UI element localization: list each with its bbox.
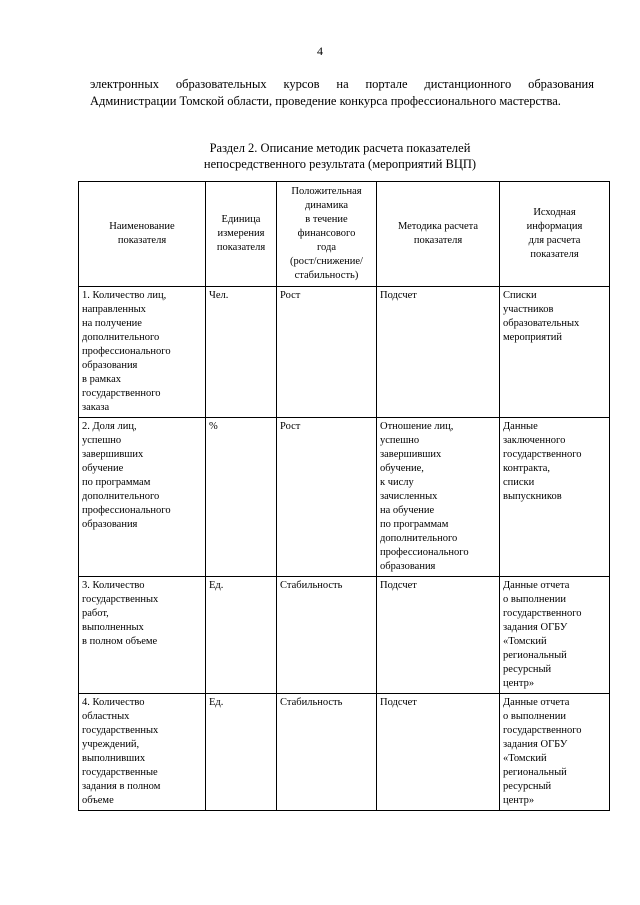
- header-source: Исходная информация для расчета показателя: [500, 182, 610, 287]
- cell-method: Подсчет: [377, 694, 500, 811]
- indicators-table: [78, 181, 610, 811]
- cell-name: 4. Количество областных государственных учреждений, выполнивших государственные задания в полном объеме: [79, 694, 206, 811]
- page-number: 4: [317, 44, 323, 58]
- cell-source: Данные отчета о выполнении государственного задания ОГБУ «Томский региональный ресурсный центр»: [500, 577, 610, 694]
- cell-method: Подсчет: [377, 577, 500, 694]
- header-indicator-name: Наименование показателя: [79, 182, 206, 287]
- cell-unit: Чел.: [206, 287, 277, 418]
- indicators-table-wrapper: [78, 181, 610, 811]
- cell-method: Отношение лиц, успешно завершивших обучение, к числу зачисленных на обучение по программам дополнительного профессионального образования: [377, 418, 500, 577]
- cell-name: 2. Доля лиц, успешно завершивших обучение по программам дополнительного профессионального образования: [79, 418, 206, 577]
- cell-source: Данные заключенного государственного контракта, списки выпускников: [500, 418, 610, 577]
- cell-source: Данные отчета о выполнении государственного задания ОГБУ «Томский региональный ресурсный центр»: [500, 694, 610, 811]
- header-dynamics: Положительная динамика в течение финансового года (рост/снижение/ стабильность): [277, 182, 377, 287]
- table-row: [79, 694, 610, 811]
- intro-paragraph: электронных образовательных курсов на портале дистанционного образования Администрации Томской области, проведение конкурса профессионального мастерства.: [90, 77, 594, 108]
- header-unit: Единица измерения показателя: [206, 182, 277, 287]
- section-title-line-2: непосредственного результата (мероприятий ВЦП): [203, 157, 477, 171]
- table-row: [79, 287, 610, 418]
- table-row: [79, 418, 610, 577]
- cell-source: Списки участников образовательных мероприятий: [500, 287, 610, 418]
- cell-name: 3. Количество государственных работ, выполненных в полном объеме: [79, 577, 206, 694]
- cell-method: Подсчет: [377, 287, 500, 418]
- cell-unit: %: [206, 418, 277, 577]
- table-header-row: [79, 182, 610, 287]
- cell-dynamics: Рост: [277, 418, 377, 577]
- cell-unit: Ед.: [206, 577, 277, 694]
- cell-unit: Ед.: [206, 694, 277, 811]
- section-title: [0, 140, 640, 172]
- header-method: Методика расчета показателя: [377, 182, 500, 287]
- cell-dynamics: Стабильность: [277, 694, 377, 811]
- cell-dynamics: Стабильность: [277, 577, 377, 694]
- section-title-line-1: Раздел 2. Описание методик расчета показателей: [209, 141, 471, 155]
- cell-dynamics: Рост: [277, 287, 377, 418]
- table-row: [79, 577, 610, 694]
- cell-name: 1. Количество лиц, направленных на получение дополнительного профессионального образования в рамках государственного заказа: [79, 287, 206, 418]
